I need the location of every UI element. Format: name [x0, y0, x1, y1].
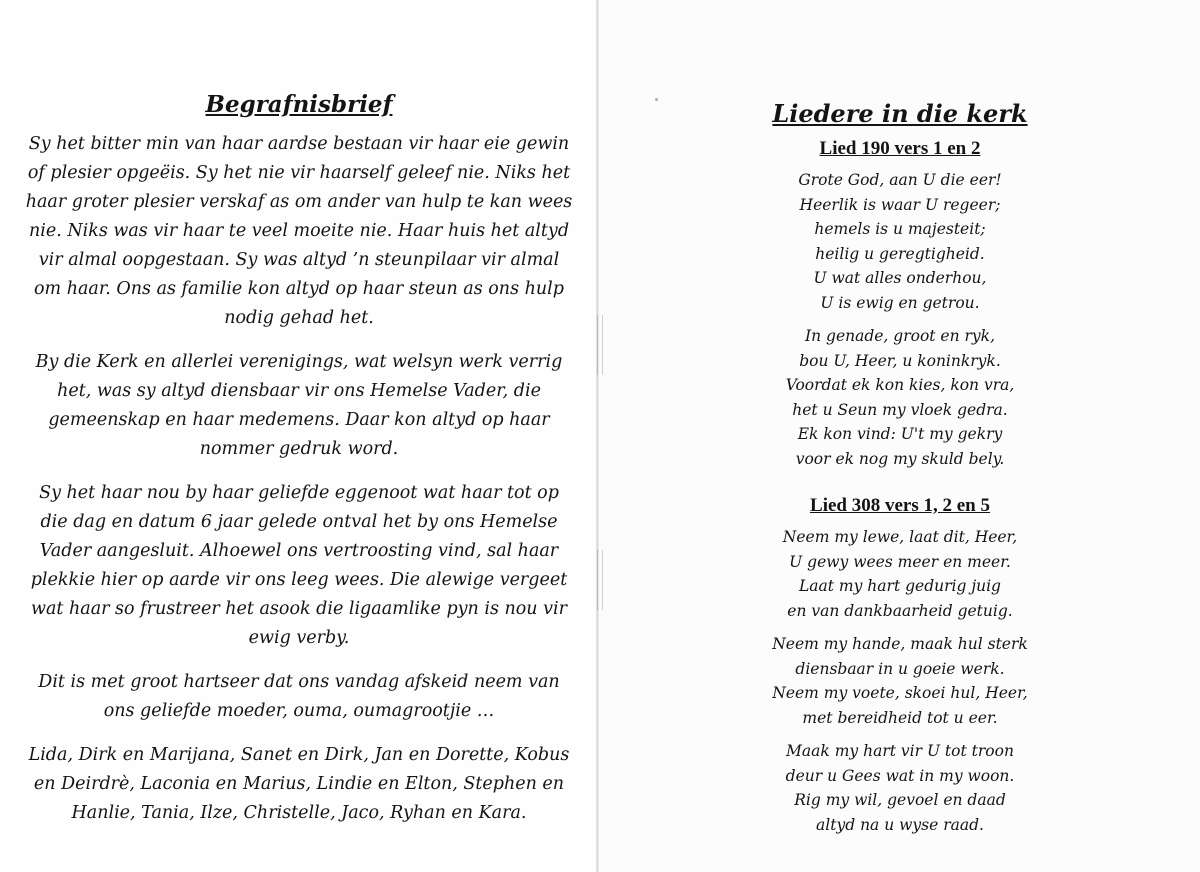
- verse-line: U is ewig en getrou.: [820, 293, 980, 312]
- verse-line: Voordat ek kon kies, kon vra,: [785, 376, 1015, 394]
- verse-line: bou U, Heer, u koninkryk.: [799, 351, 1001, 370]
- hymn-1-verse-2: [750, 324, 1050, 471]
- verse-line: altyd na u wyse raad.: [816, 815, 984, 834]
- hymn-1-verse-1: [750, 168, 1050, 315]
- verse-line: U wat alles onderhou,: [813, 269, 987, 287]
- hymn-1-title: Lied 190 vers 1 en 2: [819, 138, 981, 159]
- hymns-title: Liedere in die kerk: [772, 99, 1028, 128]
- verse-line: met bereidheid tot u eer.: [802, 708, 998, 727]
- verse-line: Rig my wil, gevoel en daad: [794, 791, 1006, 809]
- hymn-2-verse-2: [750, 632, 1050, 730]
- verse-line: In genade, groot en ryk,: [804, 327, 996, 345]
- verse-line: hemels is u majesteit;: [814, 220, 986, 238]
- letter-paragraph-3: Sy het haar nou by haar geliefde eggenoot wat haar tot op die dag en datum 6 jaar gelede ontval het by ons Hemelse Vader aangesluit. Alhoewel ons vertroosting vind, sal haar plekkie hier op aarde vir ons leeg wees. Die alewige vergeet wat haar so frustreer het asook die ligaamlike pyn is nou vir ewig verby.: [30, 483, 568, 648]
- verse-line: Laat my hart gedurig juig: [799, 577, 1001, 595]
- hymn-2-verse-3: [750, 739, 1050, 837]
- verse-line: Grote God, aan U die eer!: [798, 171, 1002, 189]
- letter-paragraph-1: Sy het bitter min van haar aardse bestaan vir haar eie gewin of plesier opgeëis. Sy het nie vir haarself geleef nie. Niks het haar groter plesier verskaf as om ander van hulp te kan wees nie. Niks was vir haar te veel moeite nie. Haar huis het altyd vir almal oopgestaan. Sy was altyd ’n steunpilaar vir almal om haar. Ons as familie kon altyd op haar steun as ons hulp nodig gehad het.: [25, 134, 573, 328]
- hymn-2-verse-1: [750, 525, 1050, 623]
- hymn-2-title: Lied 308 vers 1, 2 en 5: [810, 495, 990, 516]
- verse-line: Neem my voete, skoei hul, Heer,: [772, 684, 1028, 702]
- verse-line: Maak my hart vir U tot troon: [786, 742, 1014, 760]
- left-page: [0, 0, 598, 872]
- verse-line: diensbaar in u goeie werk.: [795, 659, 1005, 678]
- verse-line: U gewy wees meer en meer.: [789, 552, 1011, 571]
- church-hymns: [750, 96, 1050, 846]
- verse-line: heilig u geregtigheid.: [815, 244, 985, 263]
- page-fold: [596, 0, 599, 872]
- verse-line: Heerlik is waar U regeer;: [799, 195, 1001, 214]
- verse-line: Neem my lewe, laat dit, Heer,: [782, 528, 1018, 546]
- letter-title: Begrafnisbrief: [205, 91, 393, 118]
- staple-top: [597, 315, 603, 375]
- letter-family-names: Lida, Dirk en Marijana, Sanet en Dirk, Jan en Dorette, Kobus en Deirdrè, Laconia en Marius, Lindie en Elton, Stephen en Hanlie, Tania, Ilze, Christelle, Jaco, Ryhan en Kara.: [28, 745, 570, 823]
- verse-line: deur u Gees wat in my woon.: [785, 766, 1015, 785]
- paper-speck: [655, 98, 658, 101]
- verse-line: voor ek nog my skuld bely.: [795, 449, 1005, 468]
- verse-line: Ek kon vind: U't my gekry: [797, 425, 1003, 443]
- funeral-letter: [24, 88, 574, 843]
- verse-line: het u Seun my vloek gedra.: [792, 400, 1008, 419]
- letter-paragraph-2: By die Kerk en allerlei verenigings, wat welsyn werk verrig het, was sy altyd diensbaar vir ons Hemelse Vader, die gemeenskap en haar medemens. Daar kon altyd op haar nommer gedruk word.: [35, 352, 563, 459]
- staple-bottom: [597, 550, 603, 610]
- verse-line: en van dankbaarheid getuig.: [787, 601, 1013, 620]
- verse-line: Neem my hande, maak hul sterk: [772, 635, 1028, 653]
- letter-paragraph-4: Dit is met groot hartseer dat ons vandag afskeid neem van ons geliefde moeder, ouma, oumagrootjie …: [38, 672, 560, 721]
